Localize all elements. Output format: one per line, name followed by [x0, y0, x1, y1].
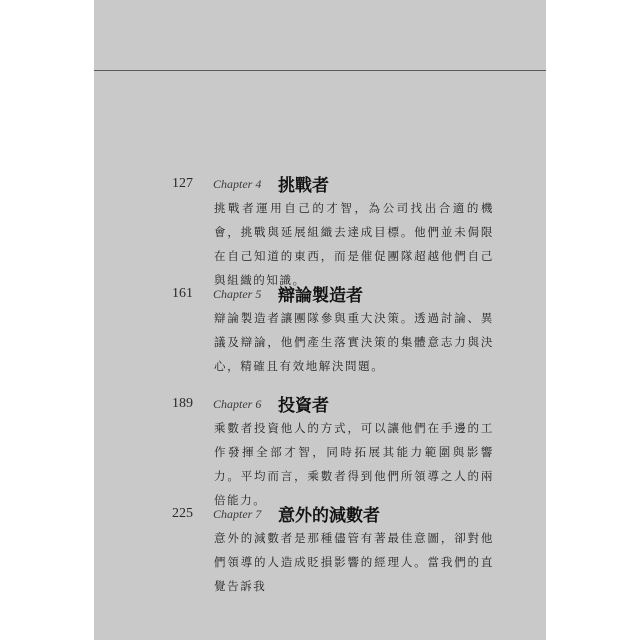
chapter-label: Chapter 5 [213, 287, 262, 301]
chapter-label: Chapter 6 [213, 397, 262, 411]
page-number: 225 [172, 506, 193, 521]
chapter-description: 辯論製造者讓團隊參與重大決策。透過討論、異議及辯論，他們產生落實決策的集體意志力與決心，精確且有效地解決問題。 [214, 311, 494, 373]
book-page [94, 0, 546, 640]
chapter-title: 辯論製造者 [278, 286, 363, 306]
page-number: 189 [172, 396, 193, 411]
page-number: 161 [172, 286, 193, 301]
chapter-title: 意外的減數者 [278, 506, 380, 526]
chapter-description: 挑戰者運用自己的才智，為公司找出合適的機會，挑戰與延展組織去達成目標。他們並未侷限在自己知道的東西，而是催促團隊超越他們自己與組織的知識。 [214, 201, 494, 287]
chapter-label: Chapter 7 [213, 507, 262, 521]
chapter-description: 乘數者投資他人的方式，可以讓他們在手邊的工作發揮全部才智，同時拓展其能力範圍與影響力。平均而言，乘數者得到他們所領導之人的兩倍能力。 [214, 421, 494, 507]
page-number: 127 [172, 176, 193, 191]
chapter-title: 投資者 [278, 396, 329, 416]
chapter-description: 意外的減數者是那種儘管有著最佳意圖，卻對他們領導的人造成貶損影響的經理人。當我們的直覺告訴我 [214, 531, 494, 593]
chapter-title: 挑戰者 [278, 176, 329, 196]
header-rule [94, 70, 546, 71]
chapter-label: Chapter 4 [213, 177, 262, 191]
